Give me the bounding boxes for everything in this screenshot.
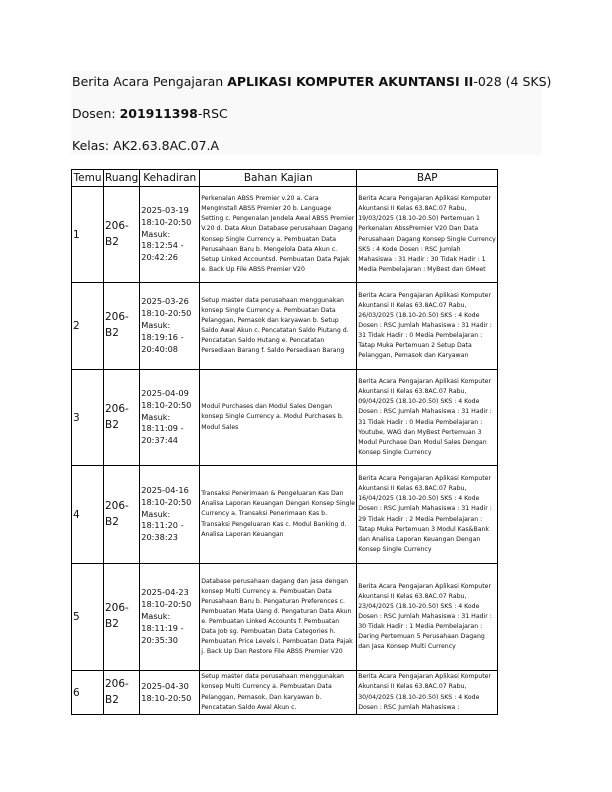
cell-bahan-kajian: Perkenalan ABSS Premier v.20 a. Cara MengInstall ABSS Premier 20 b. Language Setting c. Pengenalan Jendela Awal ABSS Premier V.20 d. Data Akun Database perusahaan Dagang Konsep Single Currency a. Pembuatan Data Perusahaan Baru b. Mengelola Data Akun c. Setup Linked Accountsd. Pembuatan Data Pajak e. Back Up File ABSS Premier V20 <box>200 187 357 283</box>
cell-ruang: 206-B2 <box>104 187 140 283</box>
cell-bap: Berita Acara Pengajaran Aplikasi Komputer Akuntansi II Kelas 63.8AC.07 Rabu, 30/04/2025 (18.10-20.50) SKS : 4 Kode Dosen : RSC Jumlah Mahasiswa : <box>357 671 498 715</box>
cell-temu: 4 <box>72 466 104 564</box>
table-header-row <box>72 170 498 187</box>
cell-ruang: 206-B2 <box>104 370 140 466</box>
column-header-temu: Temu <box>72 170 104 187</box>
cell-ruang: 206-B2 <box>104 671 140 715</box>
cell-kehadiran: 2025-03-26 18:10-20:50 Masuk: 18:19:16 - 20:40:08 <box>140 283 200 370</box>
cell-bahan-kajian: Database perusahaan dagang dan jasa dengan konsep Multi Currency a. Pembuatan Data Perusahaan Baru b. Pengaturan Preferences c. Pembuatan Mata Uang d. Pengaturan Data Akun e. Pembuatan Linked Accounts f. Pembuatan Data Job sg. Pembuatan Data Categories h. Pembuatan Price Levels i. Pembuatan Data Pajak j. Back Up Dan Restore File ABSS Premier V20 <box>200 564 357 671</box>
cell-temu: 1 <box>72 187 104 283</box>
cell-kehadiran: 2025-03-19 18:10-20:50 Masuk: 18:12:54 - 20:42:26 <box>140 187 200 283</box>
title-prefix: Berita Acara Pengajaran <box>72 74 228 89</box>
cell-bap: Berita Acara Pengajaran Aplikasi Komputer Akuntansi II Kelas 63.8AC.07 Rabu, 23/04/2025 (18.10-20.50) SKS : 4 Kode Dosen : RSC Jumlah Mahasiswa : 31 Hadir : 30 Tidak Hadir : 1 Media Pembelajaran : Daring Pertemuan 5 Perusahaan Dagang dan Jasa Konsep Multi Currency <box>357 564 498 671</box>
cell-kehadiran: 2025-04-30 18:10-20:50 <box>140 671 200 715</box>
course-name: APLIKASI KOMPUTER AKUNTANSI II <box>227 74 474 89</box>
course-title-line <box>72 74 551 89</box>
cell-temu: 5 <box>72 564 104 671</box>
table-row <box>72 370 498 466</box>
class-line: Kelas: AK2.63.8AC.07.A <box>72 138 220 153</box>
cell-bahan-kajian: Transaksi Penerimaan & Pengeluaran Kas Dan Analisa Laporan Keuangan Dengan Konsep Single Currency a. Transaksi Penerimaan Kas b. Transaksi Pengeluaran Kas c. Modul Banking d. Analisa Laporan Keuangan <box>200 466 357 564</box>
column-header-ruang: Ruang <box>104 170 140 187</box>
column-header-kehadiran: Kehadiran <box>140 170 200 187</box>
cell-temu: 2 <box>72 283 104 370</box>
cell-bap: Berita Acara Pengajaran Aplikasi Komputer Akuntansi II Kelas 63.8AC.07 Rabu, 16/04/2025 (18.10-20.50) SKS : 4 Kode Dosen : RSC Jumlah Mahasiswa : 31 Hadir : 29 Tidak Hadir : 2 Media Pembelajaran : Tatap Muka Pertemuan 3 Modul Kas&Bank dan Analisa Laporan Keuangan Dengan Konsep Single Currency <box>357 466 498 564</box>
table-row <box>72 466 498 564</box>
lecturer-id: 201911398 <box>119 106 198 121</box>
cell-bap: Berita Acara Pengajaran Aplikasi Komputer Akuntansi II Kelas 63.8AC.07 Rabu, 26/03/2025 (18.10-20.50) SKS : 4 Kode Dosen : RSC Jumlah Mahasiswa : 31 Hadir : 31 Tidak Hadir : 0 Media Pembelajaran : Tatap Muka Pertemuan 2 Setup Data Pelanggan, Pemasok dan Karyawan <box>357 283 498 370</box>
cell-ruang: 206-B2 <box>104 466 140 564</box>
cell-kehadiran: 2025-04-09 18:10-20:50 Masuk: 18:11:09 - 20:37:44 <box>140 370 200 466</box>
cell-bahan-kajian: Setup master data perusahaan menggunakan konsep Single Currency a. Pembuatan Data Pelanggan, Pemasok dan karyawan b. Setup Saldo Awal Akun c. Pencatatan Saldo Piutang d. Pencatatan Saldo Hutang e. Pencatatan Persediaan Barang f. Saldo Persediaan Barang <box>200 283 357 370</box>
cell-kehadiran: 2025-04-23 18:10-20:50 Masuk: 18:11:19 - 20:35:30 <box>140 564 200 671</box>
table-row <box>72 671 498 715</box>
cell-ruang: 206-B2 <box>104 283 140 370</box>
cell-bap: Berita Acara Pengajaran Aplikasi Komputer Akuntansi II Kelas 63.8AC.07 Rabu, 19/03/2025 (18.10-20.50) Pertemuan 1 Perkenalan AbssPremier V20 Dan Data Perusahaan Dagang Konsep Single Currency SKS : 4 Kode Dosen : RSC Jumlah Mahasiswa : 31 Hadir : 30 Tidak Hadir : 1 Media Pembelajaran : MyBest dan GMeet <box>357 187 498 283</box>
cell-bahan-kajian: Setup master data perusahaan menggunakan konsep Multi Currency a. Pembuatan Data Pelanggan, Pemasok, Dan karyawan b. Pencatatan Saldo Awal Akun c. <box>200 671 357 715</box>
cell-temu: 3 <box>72 370 104 466</box>
cell-bap: Berita Acara Pengajaran Aplikasi Komputer Akuntansi II Kelas 63.8AC.07 Rabu, 09/04/2025 (18.10-20.50) SKS : 4 Kode Dosen : RSC Jumlah Mahasiswa : 31 Hadir : 31 Tidak Hadir : 0 Media Pembelajaran : Youtube, WAG dan MyBest Pertemuan 3 Modul Purchase Dan Modul Sales Dengan Konsep Single Currency <box>357 370 498 466</box>
column-header-bap: BAP <box>357 170 498 187</box>
lecturer-code: -RSC <box>197 106 228 121</box>
table-row <box>72 187 498 283</box>
teaching-record-table <box>71 169 498 715</box>
lecturer-line <box>72 106 228 121</box>
cell-ruang: 206-B2 <box>104 564 140 671</box>
cell-temu: 6 <box>72 671 104 715</box>
cell-kehadiran: 2025-04-16 18:10-20:50 Masuk: 18:11:20 - 20:38:23 <box>140 466 200 564</box>
document-header <box>71 71 552 155</box>
course-code: -028 (4 SKS) <box>473 74 552 89</box>
lecturer-label: Dosen: <box>72 106 120 121</box>
table-row <box>72 283 498 370</box>
cell-bahan-kajian: Modul Purchases dan Modul Sales Dengan konsep Single Currency a. Modul Purchases b. Modul Sales <box>200 370 357 466</box>
column-header-bahan-kajian: Bahan Kajian <box>200 170 357 187</box>
table-row <box>72 564 498 671</box>
